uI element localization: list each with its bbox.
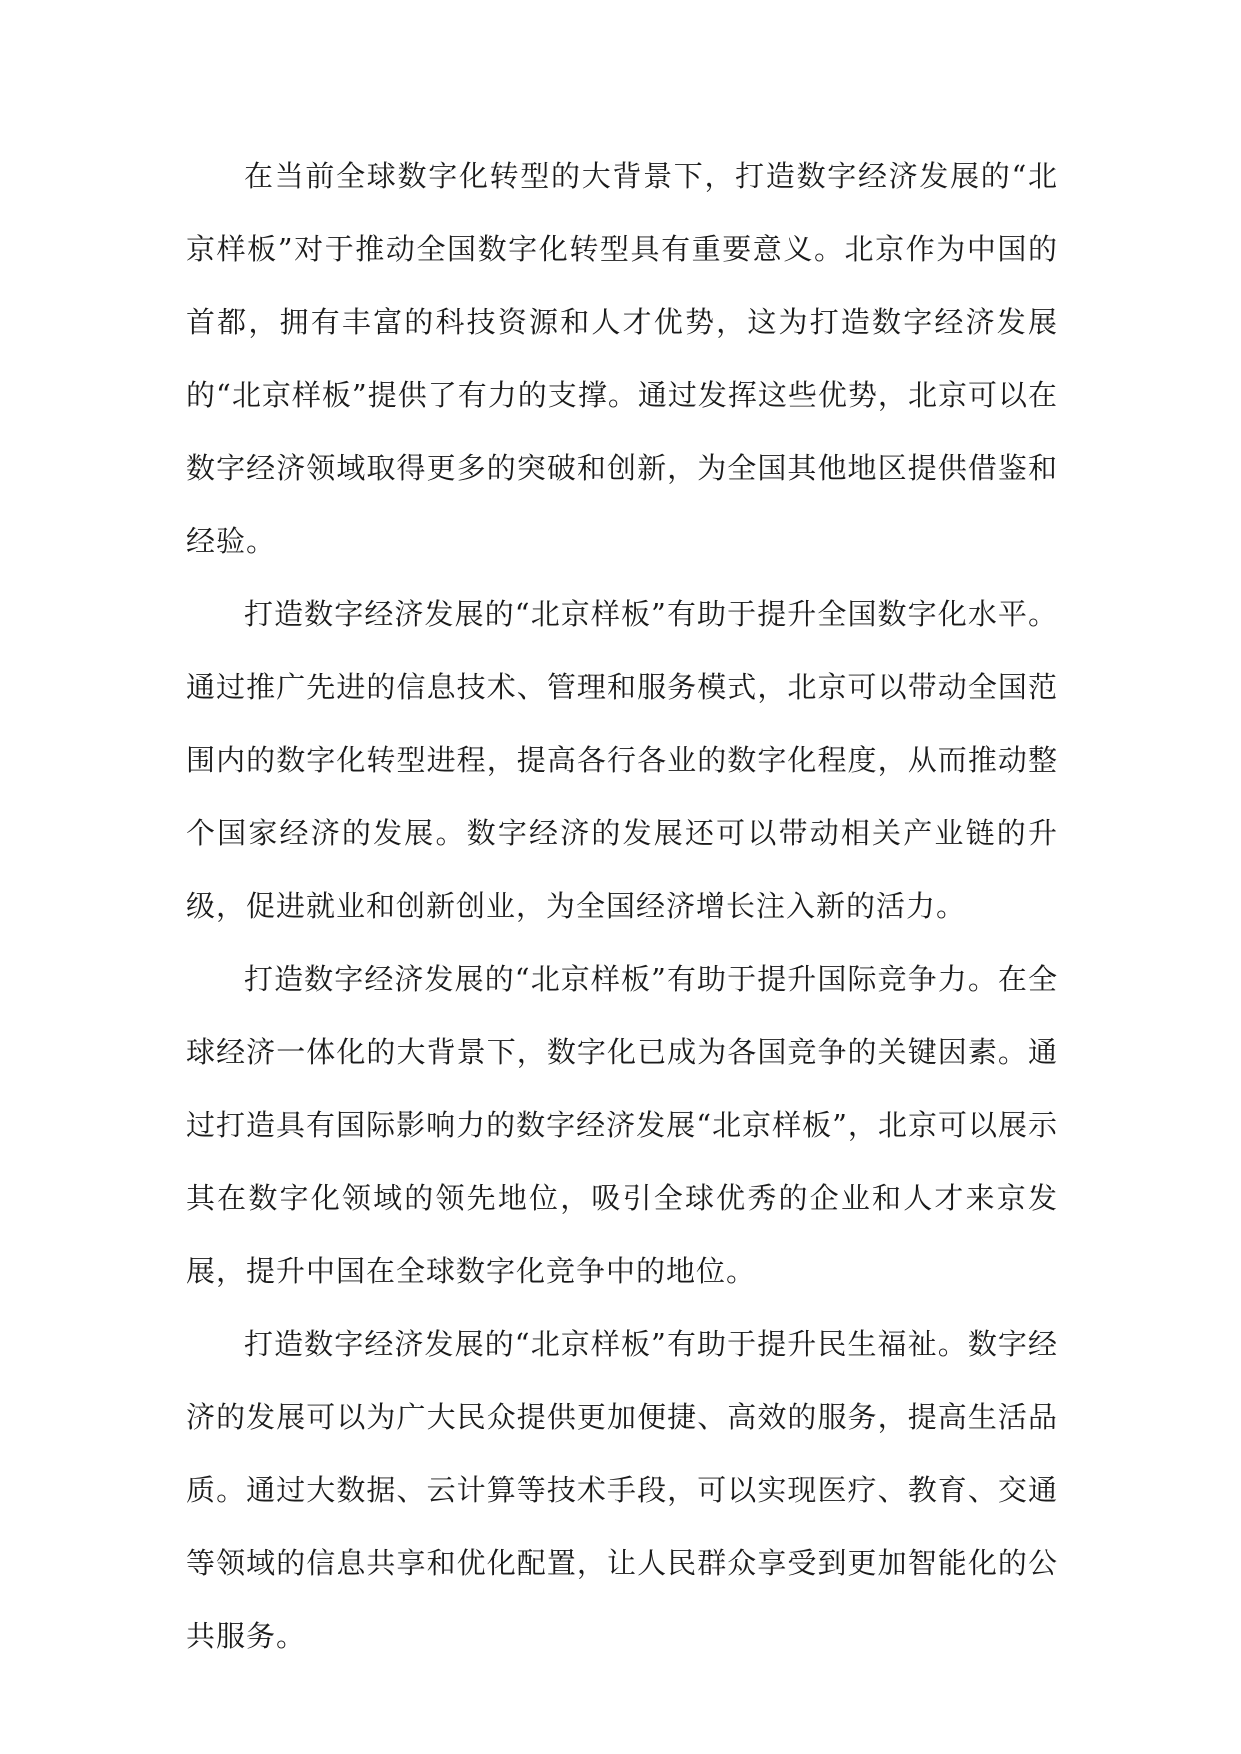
paragraph-3: 打造数字经济发展的“北京样板”有助于提升国际竞争力。在全球经济一体化的大背景下，数字化已成为各国竞争的关键因素。通过打造具有国际影响力的数字经济发展“北京样板”，北京可以展示其在数字化领域的领先地位，吸引全球优秀的企业和人才来京发展，提升中国在全球数字化竞争中的地位。 bbox=[186, 962, 1058, 1288]
document-body bbox=[186, 140, 1058, 1673]
paragraph-2: 打造数字经济发展的“北京样板”有助于提升全国数字化水平。通过推广先进的信息技术、管理和服务模式，北京可以带动全国范围内的数字化转型进程，提高各行各业的数字化程度，从而推动整个国家经济的发展。数字经济的发展还可以带动相关产业链的升级，促进就业和创新创业，为全国经济增长注入新的活力。 bbox=[186, 597, 1058, 923]
paragraph-4: 打造数字经济发展的“北京样板”有助于提升民生福祉。数字经济的发展可以为广大民众提供更加便捷、高效的服务，提高生活品质。通过大数据、云计算等技术手段，可以实现医疗、教育、交通等领域的信息共享和优化配置，让人民群众享受到更加智能化的公共服务。 bbox=[186, 1327, 1058, 1653]
paragraph-1: 在当前全球数字化转型的大背景下，打造数字经济发展的“北京样板”对于推动全国数字化转型具有重要意义。北京作为中国的首都，拥有丰富的科技资源和人才优势，这为打造数字经济发展的“北京样板”提供了有力的支撑。通过发挥这些优势，北京可以在数字经济领域取得更多的突破和创新，为全国其他地区提供借鉴和经验。 bbox=[186, 159, 1058, 558]
